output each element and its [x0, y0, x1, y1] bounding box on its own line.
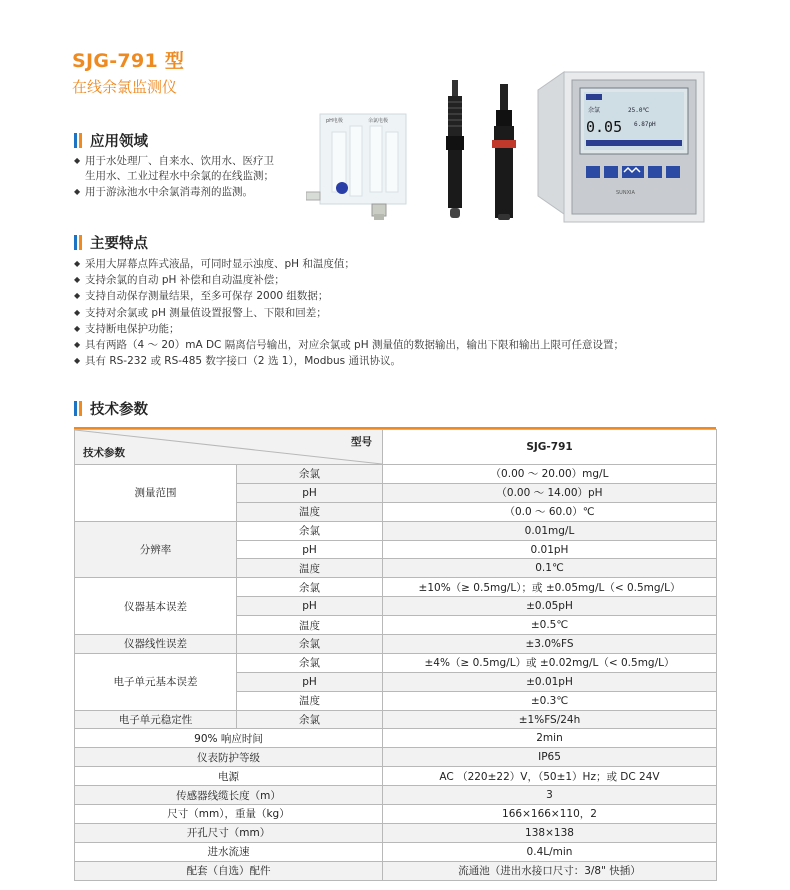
param-value: 2min	[383, 729, 717, 748]
param-value: ±0.01pH	[383, 672, 717, 691]
heading-marker	[79, 133, 82, 148]
section-features	[74, 233, 148, 251]
param-label: 余氯	[237, 521, 383, 540]
param-value: 3	[383, 786, 717, 805]
heading-marker	[74, 235, 77, 250]
table-row	[75, 465, 717, 484]
param-value: 0.1℃	[383, 559, 717, 578]
product-subtitle: 在线余氯监测仪	[72, 78, 178, 96]
table-row	[75, 842, 717, 861]
list-item: ◆ 用于水处理厂、自来水、饮用水、医疗卫	[74, 155, 274, 167]
param-label: 余氯	[237, 465, 383, 484]
diamond-bullet-icon: ◆	[74, 340, 81, 350]
monitor-instrument-image	[536, 64, 710, 230]
applications-list	[74, 153, 274, 201]
list-item-continuation: 生用水、工业过程水中余氯的在线监测；	[85, 170, 274, 183]
heading-marker	[79, 401, 82, 416]
param-label: 余氯	[237, 578, 383, 597]
list-item: ◆ 支持对余氯或 pH 测量值设置报警上、下限和回差；	[74, 306, 327, 319]
param-value: ±1%FS/24h	[383, 710, 717, 729]
param-label: 开孔尺寸（mm）	[75, 823, 383, 842]
table-row	[75, 729, 717, 748]
param-label: pH	[237, 597, 383, 616]
param-label: 余氯	[237, 710, 383, 729]
flow-cell-panel-image	[306, 112, 414, 222]
svg-text:SUNXIA: SUNXIA	[616, 190, 635, 196]
param-value: （0.00 ～ 14.00）pH	[383, 483, 717, 502]
table-row	[75, 748, 717, 767]
list-item: ◆ 采用大屏幕点阵式液晶，可同时显示浊度、pH 和温度值；	[74, 258, 355, 270]
spec-table	[74, 427, 716, 881]
ph-sensor-image	[438, 80, 472, 220]
svg-text:25.0℃: 25.0℃	[628, 107, 650, 114]
table-row	[75, 786, 717, 805]
heading-marker	[74, 401, 77, 416]
diamond-bullet-icon: ◆	[74, 156, 81, 165]
param-value: 0.4L/min	[383, 842, 717, 861]
chlorine-sensor-image	[484, 84, 524, 222]
param-label: 尺寸（mm），重量（kg）	[75, 805, 383, 824]
param-label: 传感器线缆长度（m）	[75, 786, 383, 805]
section-heading: 技术参数	[90, 401, 148, 418]
param-value: ±10%（≥ 0.5mg/L）；或 ±0.05mg/L（< 0.5mg/L）	[383, 578, 717, 597]
param-value: ±4%（≥ 0.5mg/L）或 ±0.02mg/L（< 0.5mg/L）	[383, 653, 717, 672]
table-row	[75, 823, 717, 842]
diamond-bullet-icon: ◆	[74, 307, 81, 317]
param-value: ±3.0%FS	[383, 635, 717, 654]
diamond-bullet-icon: ◆	[74, 275, 81, 285]
param-value: 0.01mg/L	[383, 521, 717, 540]
param-label: 电源	[75, 767, 383, 786]
heading-marker	[74, 133, 77, 148]
table-row	[75, 805, 717, 824]
group-label: 电子单元基本误差	[75, 653, 237, 710]
group-label: 分辨率	[75, 521, 237, 578]
features-list	[74, 256, 624, 369]
param-label: pH	[237, 672, 383, 691]
group-label: 电子单元稳定性	[75, 710, 237, 729]
table-row	[75, 578, 717, 597]
list-item: ◆ 支持断电保护功能；	[74, 322, 180, 335]
table-row	[75, 635, 717, 654]
table-row	[75, 767, 717, 786]
table-row	[75, 521, 717, 540]
param-value: ±0.05pH	[383, 597, 717, 616]
svg-text:余氯: 余氯	[588, 107, 601, 114]
list-item: ◆ 用于游泳池水中余氯消毒剂的监测。	[74, 186, 253, 199]
param-value: （0.0 ～ 60.0）℃	[383, 502, 717, 521]
param-label: 配套（自选）配件	[75, 861, 383, 880]
diamond-bullet-icon: ◆	[74, 291, 81, 301]
param-value: 138×138	[383, 823, 717, 842]
param-label: 温度	[237, 502, 383, 521]
header-model-label: 型号	[351, 436, 372, 448]
param-value: 流通池（进出水接口尺寸：3/8" 快插）	[383, 861, 717, 880]
list-item: ◆ 具有 RS-232 或 RS-485 数字接口（2 选 1），Modbus 通讯协议。	[74, 355, 401, 368]
group-label: 测量范围	[75, 465, 237, 522]
group-label: 仪器线性误差	[75, 635, 237, 654]
param-label: 温度	[237, 691, 383, 710]
section-applications	[74, 131, 148, 149]
section-heading: 应用领域	[90, 133, 148, 150]
param-label: 余氯	[237, 653, 383, 672]
list-item: ◆ 支持自动保存测量结果，至多可保存 2000 组数据；	[74, 290, 329, 303]
param-label: pH	[237, 540, 383, 559]
param-label: 仪表防护等级	[75, 748, 383, 767]
diamond-bullet-icon: ◆	[74, 259, 81, 268]
svg-text:0.05: 0.05	[586, 118, 623, 136]
diamond-bullet-icon: ◆	[74, 187, 81, 197]
param-value: AC （220±22）V，（50±1）Hz；或 DC 24V	[383, 767, 717, 786]
param-value: 0.01pH	[383, 540, 717, 559]
param-value: IP65	[383, 748, 717, 767]
header-diagonal-cell	[75, 430, 383, 465]
heading-marker	[79, 235, 82, 250]
diamond-bullet-icon: ◆	[74, 323, 81, 333]
panel-label-ph: pH电极	[326, 118, 343, 124]
param-label: 进水流速	[75, 842, 383, 861]
param-value: ±0.5℃	[383, 616, 717, 635]
param-label: 温度	[237, 559, 383, 578]
param-label: 余氯	[237, 635, 383, 654]
panel-label-chlorine: 余氯电极	[368, 118, 389, 124]
diamond-bullet-icon: ◆	[74, 356, 81, 366]
table-header-row	[75, 430, 717, 465]
param-value: ±0.3℃	[383, 691, 717, 710]
svg-text:6.87pH: 6.87pH	[634, 121, 656, 128]
list-item: ◆ 具有两路（4 ～ 20）mA DC 隔离信号输出，对应余氯或 pH 测量值的数据输出，输出下限和输出上限可任意设置；	[74, 339, 624, 352]
header-params-label: 技术参数	[83, 447, 125, 459]
param-label: pH	[237, 483, 383, 502]
table-row	[75, 653, 717, 672]
param-value: （0.00 ～ 20.00）mg/L	[383, 465, 717, 484]
section-heading: 主要特点	[90, 235, 148, 252]
group-label: 仪器基本误差	[75, 578, 237, 635]
param-label: 温度	[237, 616, 383, 635]
model-name-cell: SJG-791	[383, 430, 717, 465]
section-specs	[74, 399, 148, 417]
product-title: SJG-791 型	[72, 50, 185, 72]
list-item: ◆ 支持余氯的自动 pH 补偿和自动温度补偿；	[74, 274, 285, 287]
table-row	[75, 861, 717, 880]
param-label: 90% 响应时间	[75, 729, 383, 748]
param-value: 166×166×110，2	[383, 805, 717, 824]
table-row	[75, 710, 717, 729]
